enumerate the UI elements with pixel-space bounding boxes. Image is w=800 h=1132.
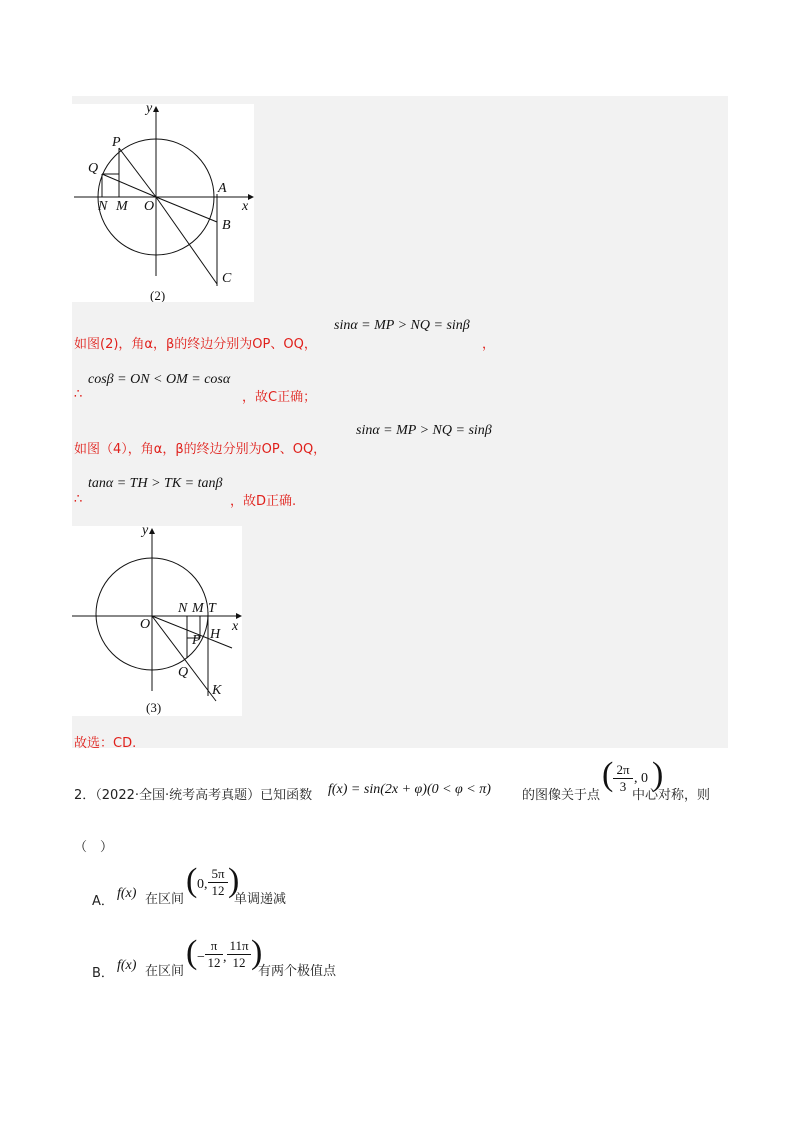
fig3-label-q: Q xyxy=(178,665,189,680)
option-a-right-paren: ) xyxy=(228,862,240,899)
fig3-label-t: T xyxy=(208,601,216,616)
solution-line-3-math: sinα = MP > NQ = sinβ xyxy=(356,423,492,438)
option-b-letter: B． xyxy=(92,966,114,981)
question-2-blank: （ ） xyxy=(74,840,114,855)
fig2-caption: (2) xyxy=(150,288,166,302)
fig2-label-n: N xyxy=(98,199,108,214)
question-2-point-rest: , 0 xyxy=(634,771,648,786)
fig2-label-o: O xyxy=(144,199,155,214)
solution-line-4-therefore: ∴ xyxy=(74,492,83,507)
fig3-label-x: x xyxy=(232,619,239,634)
fig2-label-a: A xyxy=(218,181,227,196)
option-b-num-2: 11π xyxy=(227,938,251,955)
fig3-label-n: N xyxy=(178,601,188,616)
option-a-fraction xyxy=(208,866,228,899)
solution-line-1-math: sinα = MP > NQ = sinβ xyxy=(334,318,470,333)
fig3-label-k: K xyxy=(212,683,222,698)
option-b-comma: , xyxy=(223,950,227,965)
fig3-label-m: M xyxy=(192,601,204,616)
option-b-left-paren: ( xyxy=(186,934,198,971)
question-2-prefix: 2．（2022·全国·统考高考真题）已知函数 xyxy=(74,788,313,803)
solution-line-1-end: ， xyxy=(482,337,496,352)
question-2-middle: 的图像关于点 xyxy=(522,788,601,803)
option-b-left-sign: − xyxy=(197,950,205,965)
option-a-text-2: 单调递减 xyxy=(234,892,287,907)
option-b-num-1: π xyxy=(205,938,223,955)
option-b-fraction-1 xyxy=(205,938,223,971)
fig2-label-m: M xyxy=(116,199,128,214)
option-a-num: 5π xyxy=(208,866,228,883)
option-b-den-1: 12 xyxy=(207,955,221,970)
option-a-interval-left: 0, xyxy=(197,877,208,892)
fig3-label-h: H xyxy=(210,627,221,642)
option-a-letter: A． xyxy=(92,894,114,909)
question-2-point-num: 2π xyxy=(613,762,633,779)
question-2-point-den: 3 xyxy=(619,779,627,794)
question-2-point-left-paren: ( xyxy=(602,756,614,793)
question-2-point-fraction xyxy=(613,762,633,795)
fig2-label-c: C xyxy=(222,271,232,286)
solution-line-2-text: ，故C正确； xyxy=(242,390,317,405)
fig2-label-b: B xyxy=(222,218,231,233)
option-b-function: f(x) xyxy=(117,958,137,973)
solution-line-4-math: tanα = TH > TK = tanβ xyxy=(88,476,223,491)
fig3-label-y: y xyxy=(142,526,149,538)
fig2-label-q: Q xyxy=(88,161,99,176)
fig3-label-p: P xyxy=(192,633,201,648)
answer-text: 故选：CD. xyxy=(74,736,137,751)
option-a-den: 12 xyxy=(211,883,225,898)
option-a-left-paren: ( xyxy=(186,862,198,899)
option-b-text-1: 在区间 xyxy=(145,964,185,979)
option-b-right-paren: ) xyxy=(251,934,263,971)
fig2-label-y: y xyxy=(146,104,153,116)
figure-3 xyxy=(72,526,242,716)
question-2-suffix: 中心对称，则 xyxy=(632,788,711,803)
solution-line-2-therefore: ∴ xyxy=(74,387,83,402)
fig2-label-p: P xyxy=(112,135,121,150)
solution-line-3-text: 如图（4），角α，β的终边分别为OP、OQ， xyxy=(74,442,327,457)
question-2-point-right-paren: ) xyxy=(652,756,664,793)
option-b-text-2: 有两个极值点 xyxy=(258,964,337,979)
question-2-function: f(x) = sin(2x + φ)(0 < φ < π) xyxy=(328,782,491,797)
figure-2 xyxy=(72,104,254,302)
option-b-den-2: 12 xyxy=(232,955,246,970)
solution-line-1-text: 如图(2)，角α，β的终边分别为OP、OQ， xyxy=(74,337,317,352)
option-b-fraction-2 xyxy=(227,938,251,971)
fig3-label-o: O xyxy=(140,617,151,632)
option-a-text-1: 在区间 xyxy=(145,892,185,907)
solution-line-4-text: ，故D正确. xyxy=(230,494,297,509)
solution-line-2-math: cosβ = ON < OM = cosα xyxy=(88,372,231,387)
fig2-label-x: x xyxy=(242,199,249,214)
fig3-caption: (3) xyxy=(146,700,162,715)
option-a-function: f(x) xyxy=(117,886,137,901)
